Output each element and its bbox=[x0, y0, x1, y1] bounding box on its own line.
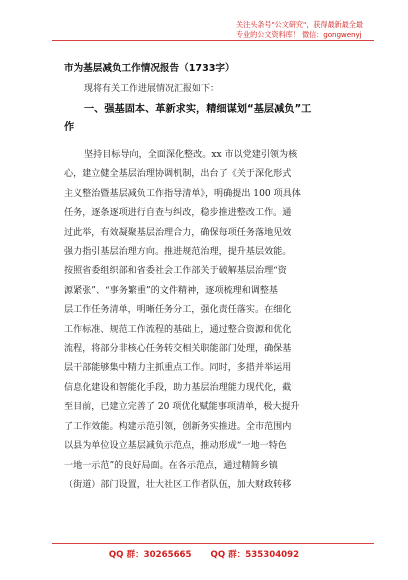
body-line: 层干部能够集中精力主抓重点工作。同时，多措并举运用 bbox=[64, 363, 292, 374]
body-line: 过此举，有效凝聚基层治理合力，确保每项任务落地见效 bbox=[64, 227, 292, 238]
body-paragraph bbox=[64, 146, 347, 495]
footer-qq-group-1: QQ 群：30265665 bbox=[108, 550, 192, 560]
section-heading-line-2: 作 bbox=[64, 122, 75, 133]
body-line: 一地一示范”的良好局面。在各示范点，通过精简乡镇 bbox=[64, 460, 278, 471]
section-heading bbox=[64, 101, 364, 137]
body-line: 以县为单位设立基层减负示范点，推动形成“一地一特色 bbox=[64, 441, 287, 452]
body-line: 层工作任务清单，明晰任务分工，强化责任落实。在细化 bbox=[64, 305, 292, 316]
document-title: 市为基层减负工作情况报告（1733字） bbox=[64, 63, 235, 74]
body-line: 至目前，已建立完善了 20 项优化赋能事项清单，极大提升 bbox=[64, 402, 300, 413]
footer-qq-group-2: QQ 群：535304092 bbox=[210, 550, 300, 560]
body-line: 流程，将部分非核心任务转交相关职能部门处理，确保基 bbox=[64, 344, 292, 355]
body-line: 心，建立健全基层治理协调机制，出台了《关于深化形式 bbox=[64, 169, 292, 180]
body-line: 任务，逐条逐项进行自查与纠改，稳步推进整改工作。通 bbox=[64, 208, 292, 219]
body-line: 源紧张”、“事务繁重”的文件精神，逐项梳理和调整基 bbox=[64, 285, 279, 296]
body-line: 按照省委组织部和省委社会工作部关于破解基层治理“资 bbox=[64, 266, 287, 277]
body-line: 强力指引基层治理方向。推进规范治理，提升基层效能。 bbox=[64, 247, 292, 258]
header-divider bbox=[52, 40, 374, 41]
footer-divider bbox=[52, 543, 374, 544]
intro-text: 现将有关工作进展情况汇报如下： bbox=[84, 84, 220, 94]
section-heading-line-1: 一、强基固本、革新求实，精细谋划“基层减负”工 bbox=[84, 104, 312, 115]
body-line: 工作标准、规范工作流程的基础上，通过整合资源和优化 bbox=[64, 324, 292, 335]
header-banner: 关注头条号"公文研究"，获得最新最全最专业的公文资料库！ 微信：gongwenyj bbox=[236, 20, 363, 39]
body-line: 了工作效能。构建示范引领，创新务实推进。全市范围内 bbox=[64, 421, 292, 432]
body-line: 坚持目标导向，全面深化整改。xx 市以党建引领为核 bbox=[84, 150, 298, 160]
body-line: （街道）部门设置，壮大社区工作者队伍，加大财政转移 bbox=[64, 479, 292, 490]
body-line: 主义整治暨基层减负工作指导清单》，明确提出 100 项具体 bbox=[64, 188, 301, 199]
footer bbox=[0, 548, 408, 560]
body-line: 信息化建设和智能化手段，助力基层治理能力现代化，截 bbox=[64, 382, 292, 393]
